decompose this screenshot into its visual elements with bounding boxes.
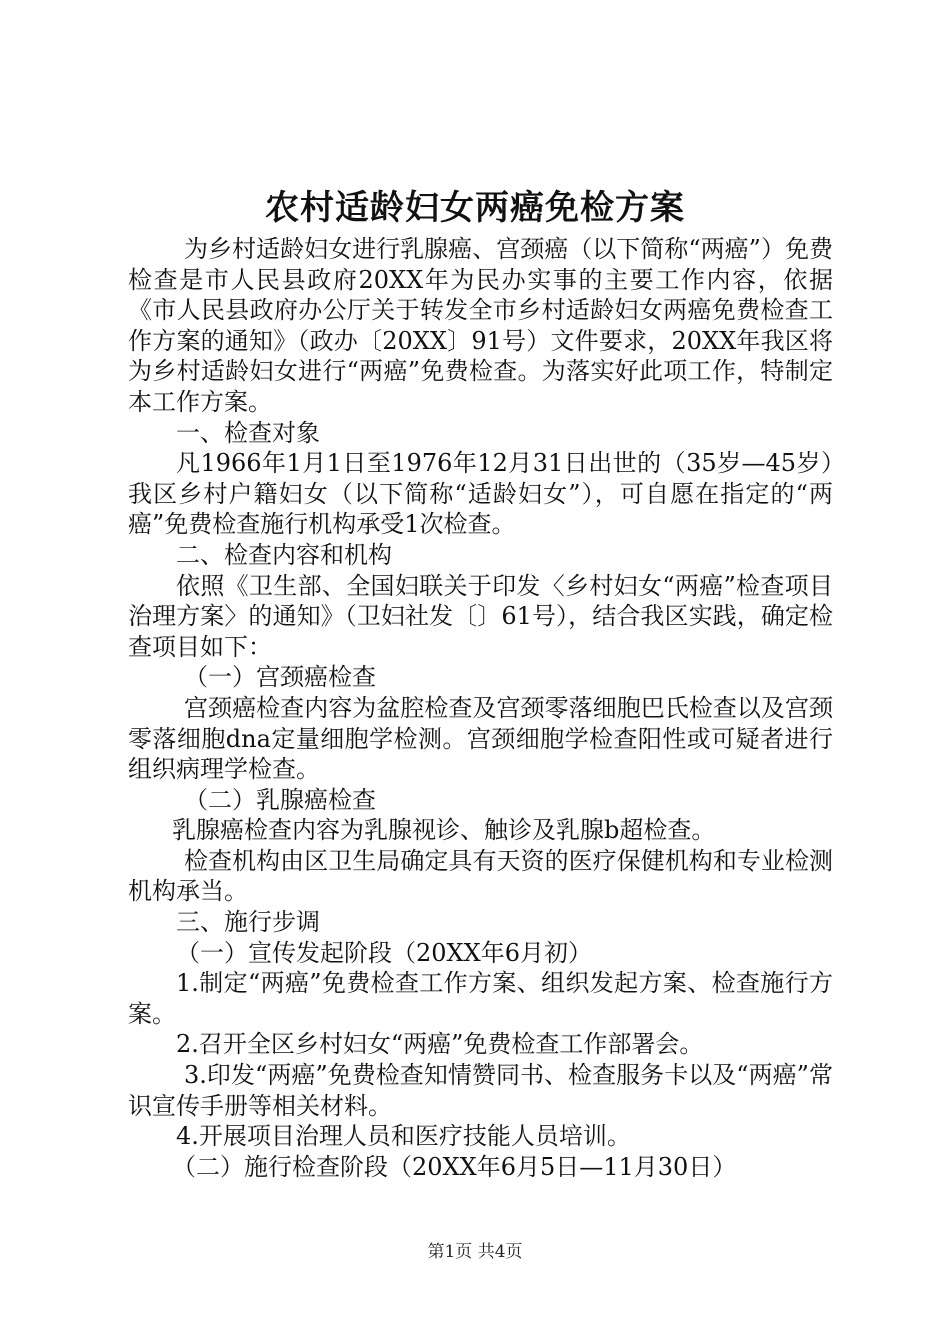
intro-paragraph: 为乡村适龄妇女进行乳腺癌、宫颈癌（以下简称“两癌”）免费检查是市人民县政府20XX年为民办实事的主要工作内容，依据《市人民县政府办公厅关于转发全市乡村适龄妇女两癌免费检查工作方案的通知》（政办〔20XX〕91号）文件要求，20XX年我区将为乡村适龄妇女进行“两癌”免费检查。为落实好此项工作，特制定本工作方案。 xyxy=(128,235,833,416)
step-1: 1.制定“两癌”免费检查工作方案、组织发起方案、检查施行方案。 xyxy=(128,969,833,1028)
paragraph-breast: 乳腺癌检查内容为乳腺视诊、触诊及乳腺b超检查。 xyxy=(172,816,716,845)
paragraph-institutions: 检查机构由区卫生局确定具有天资的医疗保健机构和专业检测机构承当。 xyxy=(128,846,833,906)
paragraph-basis: 依照《卫生部、全国妇联关于印发〈乡村妇女“两癌”检查项目治理方案〉的通知》（卫妇社发〔〕61号），结合我区实践，确定检查项目如下： xyxy=(128,571,833,661)
subheading-implementation: （二）施行检查阶段（20XX年6月5日—11月30日） xyxy=(172,1152,737,1181)
section-heading-2: 二、检查内容和机构 xyxy=(176,540,392,569)
step-4: 4.开展项目治理人员和医疗技能人员培训。 xyxy=(176,1122,631,1151)
subheading-publicity: （一）宣传发起阶段（20XX年6月初） xyxy=(176,938,592,967)
step-2: 2.召开全区乡村妇女“两癌”免费检查工作部署会。 xyxy=(176,1030,704,1059)
step-3: 3.印发“两癌”免费检查知情赞同书、检查服务卡以及“两癌”常识宣传手册等相关材料。 xyxy=(128,1061,833,1120)
paragraph-targets: 凡1966年1月1日至1976年12月31日出世的（35岁—45岁）我区乡村户籍妇女（以下简称“适龄妇女”），可自愿在指定的“两癌”免费检查施行机构承受1次检查。 xyxy=(128,449,833,539)
page-footer: 第1页 共4页 xyxy=(427,1242,523,1262)
document-body xyxy=(128,234,833,1182)
subheading-cervical: （一）宫颈癌检查 xyxy=(184,663,376,692)
section-heading-1: 一、检查对象 xyxy=(176,418,320,447)
paragraph-cervical: 宫颈癌检查内容为盆腔检查及宫颈零落细胞巴氏检查以及宫颈零落细胞dna定量细胞学检测。宫颈细胞学检查阳性或可疑者进行组织病理学检查。 xyxy=(128,693,833,784)
subheading-breast: （二）乳腺癌检查 xyxy=(184,785,376,814)
section-heading-3: 三、施行步调 xyxy=(176,908,320,937)
document-title: 农村适龄妇女两癌免检方案 xyxy=(265,188,685,228)
